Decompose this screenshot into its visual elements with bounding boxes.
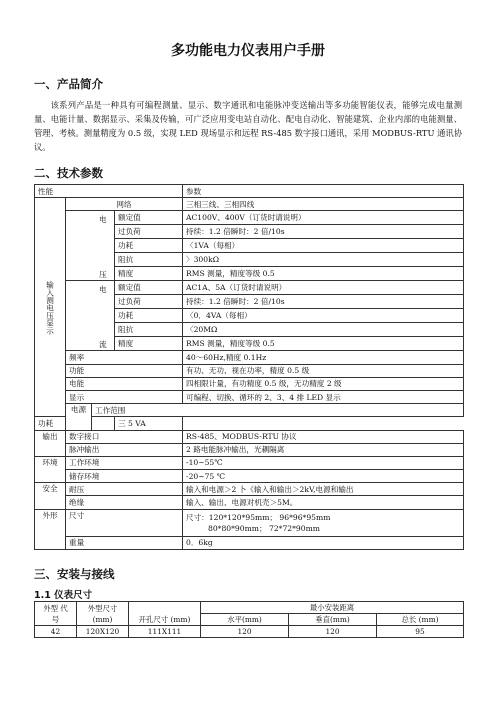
section-heading-specs: 二、技术参数 xyxy=(34,166,103,180)
spec-item: 显示 xyxy=(66,390,183,403)
dim-outer: 120X120 xyxy=(77,626,129,638)
spec-header-row xyxy=(35,185,464,198)
current-label-top: 电 xyxy=(98,285,107,295)
dim-header-code-line-2: 号 xyxy=(51,614,60,624)
spec-item: 功耗 xyxy=(35,417,115,430)
input-label: 输入测电压显示 xyxy=(35,198,66,417)
spec-value: 四相限计量，有功精度 0.5 级，无功精度 2 级 xyxy=(183,377,464,390)
header-perf: 性能 xyxy=(35,185,183,198)
spec-value: -10~55℃ xyxy=(183,456,464,469)
spec-item: 耐压 xyxy=(66,483,183,496)
spec-item: 电能 xyxy=(66,377,183,390)
current-label-bottom: 流 xyxy=(98,340,107,350)
spec-value: 持续：1.2 倍瞬时：2 倍/10s xyxy=(183,225,464,239)
dim-header-horizontal: 水平(mm) xyxy=(201,614,289,626)
spec-value: 〈0．4VA（每相） xyxy=(183,309,464,323)
spec-item: 精度 xyxy=(115,267,183,281)
spec-item: 工作范围 xyxy=(92,404,464,417)
spec-value: 2 路电能脉冲输出，光耦隔离 xyxy=(183,443,464,456)
network-label: 网络 xyxy=(66,198,183,211)
spec-item: 阻抗 xyxy=(115,253,183,267)
output-label: 输出 xyxy=(35,430,66,456)
dim-header-code xyxy=(35,602,77,626)
size-value-line-2: 80*80*90mm； 72*72*90mm xyxy=(208,523,320,533)
safety-label: 安全 xyxy=(35,483,66,509)
spec-item: 额定值 xyxy=(115,281,183,295)
spec-item: 精度 xyxy=(115,337,183,351)
dim-cutout: 111X111 xyxy=(129,626,201,638)
dim-horizontal: 120 xyxy=(201,626,289,638)
spec-value: 有功、无功、视在功率，精度 0.5 级 xyxy=(183,364,464,377)
spec-value: -20~75 ℃ xyxy=(183,470,464,483)
spec-value: 持续：1.2 倍瞬时：2 倍/10s xyxy=(183,295,464,309)
dimension-table xyxy=(34,601,464,638)
spec-value: RMS 测量，精度等级 0.5 xyxy=(183,267,464,281)
dim-header-min-distance: 最小安装距离 xyxy=(201,602,464,614)
dim-header-cutout: 开孔尺寸 (mm) xyxy=(129,602,201,626)
power-label: 电源 xyxy=(66,404,92,430)
network-value: 三相三线、三相四线 xyxy=(183,198,464,211)
size-value xyxy=(183,509,464,536)
spec-value: RS-485、MODBUS-RTU 协议 xyxy=(183,430,464,443)
dim-code: 42 xyxy=(35,626,77,638)
document-title: 多功能电力仪表用户手册 xyxy=(171,43,325,59)
subsection-heading-dimensions: 1.1 仪表尺寸 xyxy=(34,590,93,601)
dim-header-length: 总长 (mm) xyxy=(377,614,464,626)
spec-value: 输入和电源＞2 卜《输入和输出＞2kV,电源和输出 xyxy=(183,483,464,496)
spec-value: AC1A、5A（订货时请说明） xyxy=(183,281,464,295)
spec-item: 功能 xyxy=(66,364,183,377)
spec-value: 可编程、切换、循环的 2、3、4 排 LED 显示 xyxy=(183,390,464,403)
section-heading-install: 三、安装与接线 xyxy=(34,567,115,581)
spec-item: 储存环境 xyxy=(66,470,183,483)
dim-length: 95 xyxy=(377,626,464,638)
intro-paragraph: 该系列产品是一种具有可编程测量、显示、数字通讯和电能脉冲变送输出等多功能智能仪表，能够完成电量测量、电能计量、数据显示、采集及传输，可广泛应用变电站自动化、配电自动化、智能建筑、企业内部的电能测量、管理、考核。测量精度为 0.5 级，实现 LED 现场显示和远程 RS-485 数字接口通讯，采用 MODBUS-RTU 通讯协议。 xyxy=(34,100,462,152)
voltage-group-label xyxy=(92,211,115,281)
shape-label: 外形 xyxy=(35,509,66,549)
spec-item: 工作环境 xyxy=(66,456,183,469)
spec-value: 〈20MΩ xyxy=(183,323,464,337)
spec-value: 0．6kg xyxy=(183,536,464,549)
voltage-label-top: 电 xyxy=(98,215,107,225)
spec-item: 过负荷 xyxy=(115,295,183,309)
dim-header-outer xyxy=(77,602,129,626)
dim-header-vertical: 垂直(mm) xyxy=(289,614,377,626)
spec-value: 40～60Hz,精度 0.1Hz xyxy=(183,351,464,364)
spec-item: 脉冲输出 xyxy=(66,443,183,456)
spec-value: RMS 测量，精度等级 0.5 xyxy=(183,337,464,351)
dim-header-outer-line-1: 外型尺寸 xyxy=(87,603,118,613)
spec-item: 阻抗 xyxy=(115,323,183,337)
section-heading-intro: 一、产品简介 xyxy=(34,77,103,91)
size-value-line-1: 尺寸：120*120*95mm； 96*96*95mm xyxy=(186,512,331,522)
spec-item: 绝缘 xyxy=(66,496,183,509)
spec-value: 〉300kΩ xyxy=(183,253,464,267)
dim-header-code-line-1: 外型 代 xyxy=(43,603,68,613)
current-group-label xyxy=(92,281,115,351)
spec-item: 功耗 xyxy=(115,309,183,323)
spec-value: 三 5 VA xyxy=(115,417,183,430)
spec-item: 尺寸 xyxy=(66,509,183,536)
spec-item: 过负荷 xyxy=(115,225,183,239)
spec-item: 功耗 xyxy=(115,239,183,253)
header-param: 参数 xyxy=(183,185,464,198)
env-label: 环境 xyxy=(35,456,66,482)
spec-value: 输入、输出、电源对机壳＞5M。 xyxy=(183,496,464,509)
voltage-label-bottom: 压 xyxy=(98,270,107,280)
spec-item: 额定值 xyxy=(115,211,183,225)
dim-vertical: 120 xyxy=(289,626,377,638)
dim-header-outer-line-2: (mm) xyxy=(92,614,113,624)
spec-item: 数字接口 xyxy=(66,430,183,443)
spec-table xyxy=(34,184,464,550)
spec-item: 频率 xyxy=(66,351,183,364)
spec-item: 重量 xyxy=(66,536,183,549)
spec-value: AC100V、400V（订货时请说明） xyxy=(183,211,464,225)
spec-value: 〈1VA（每相） xyxy=(183,239,464,253)
table-row xyxy=(35,626,464,638)
